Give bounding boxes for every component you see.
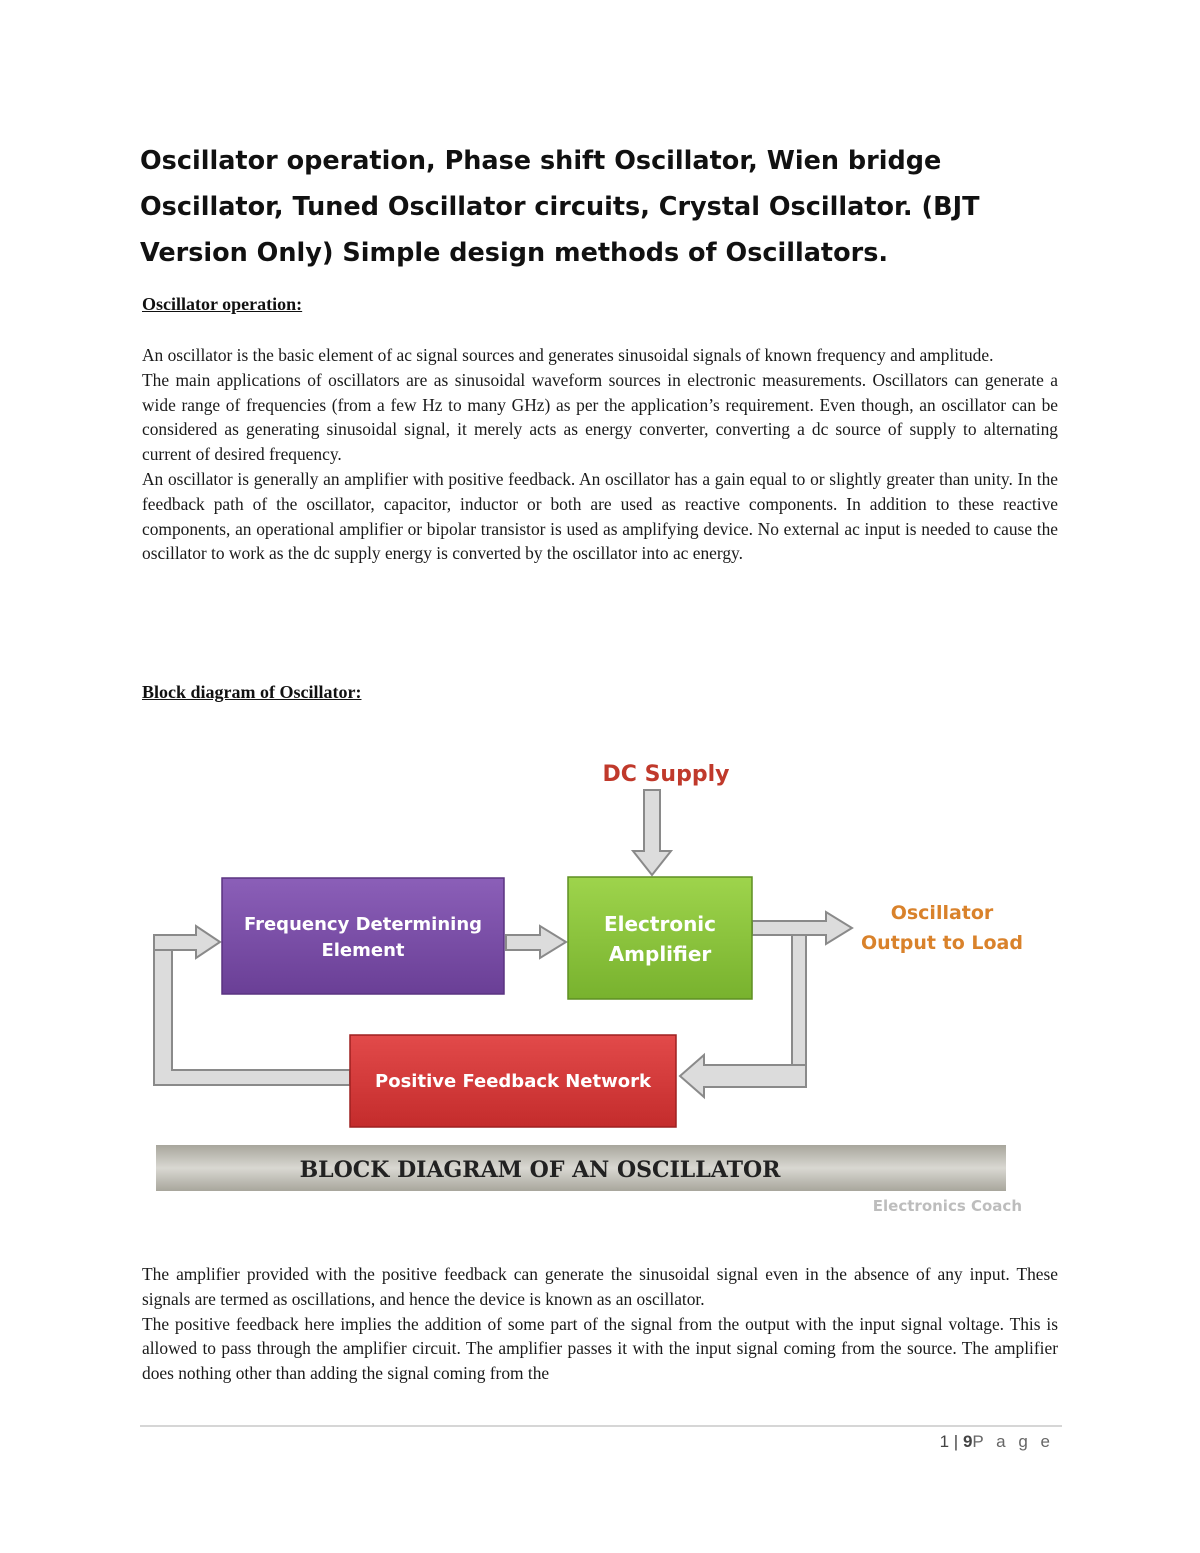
frequency-determining-block [222,878,504,994]
electronic-amplifier-block [568,877,752,999]
paragraph: The main applications of oscillators are as sinusoidal waveform sources in electronic measurements. Oscillators can generate a wide range of frequencies (from a few Hz to many GHz) as per the application’s requirement. Even though, an oscillator can be considered as generating sinusoidal signal, it merely acts as energy converter, converting a dc source of supply to alternating current of desired frequency. [142,369,1058,465]
section-explanation-body [142,1262,1058,1386]
frequency-block-label-line1: Frequency Determining [243,914,483,935]
output-feedback-pipe [792,923,806,1080]
output-label-line1: Oscillator [890,902,994,924]
section-oscillator-operation-body [142,343,1058,566]
amplifier-block-label-line2: Amplifier [608,942,712,966]
dc-supply-arrow [633,790,671,875]
section-heading-block-diagram: Block diagram of Oscillator: [142,682,362,702]
frequency-block-label-line2: Element [321,940,405,961]
document-title: Oscillator operation, Phase shift Oscillator, Wien bridge Oscillator, Tuned Oscillator circuits, Crystal Oscillator. (BJT Version Only) Simple design methods of Oscillators. [140,146,980,268]
page-number: 1 [939,1432,950,1451]
footer-divider [140,1425,1062,1427]
page-label: P a g e [972,1432,1054,1451]
section-heading-oscillator-operation: Oscillator operation: [142,294,303,314]
dc-supply-label: DC Supply [602,762,730,787]
arrow-frequency-to-amplifier [506,926,566,958]
page-total: 9 [962,1432,973,1451]
diagram-credit: Electronics Coach [872,1197,1022,1215]
paragraph: An oscillator is the basic element of ac signal sources and generates sinusoidal signals of known frequency and amplitude. [142,345,994,365]
page-separator: | [953,1432,959,1451]
paragraph: The amplifier provided with the positive feedback can generate the sinusoidal signal even in the absence of any input. These signals are termed as oscillations, and hence the device is known as an oscillator. [142,1264,1058,1309]
page-footer [940,1432,1054,1452]
output-label-line2: Output to Load [861,932,1023,954]
feedback-input-arrow [680,1055,806,1097]
diagram-banner-title: BLOCK DIAGRAM OF AN OSCILLATOR [299,1157,781,1183]
paragraph: An oscillator is generally an amplifier with positive feedback. An oscillator has a gain equal to or slightly greater than unity. In the feedback path of the oscillator, capacitor, inductor or both are used as reactive components. In addition to these reactive components, an operational amplifier or bipolar transistor is used as amplifying device. No external ac input is needed to cause the oscillator to work as the dc supply energy is converted by the oscillator into ac energy. [142,468,1058,564]
feedback-block-label: Positive Feedback Network [375,1071,651,1092]
amplifier-block-label-line1: Electronic [603,912,717,936]
block-diagram-figure [140,745,1040,1225]
paragraph: The positive feedback here implies the addition of some part of the signal from the output with the input signal voltage. This is allowed to pass through the amplifier circuit. The amplifier passes it with the input signal coming from the source. The amplifier does nothing other than adding the signal coming from the [142,1313,1058,1384]
